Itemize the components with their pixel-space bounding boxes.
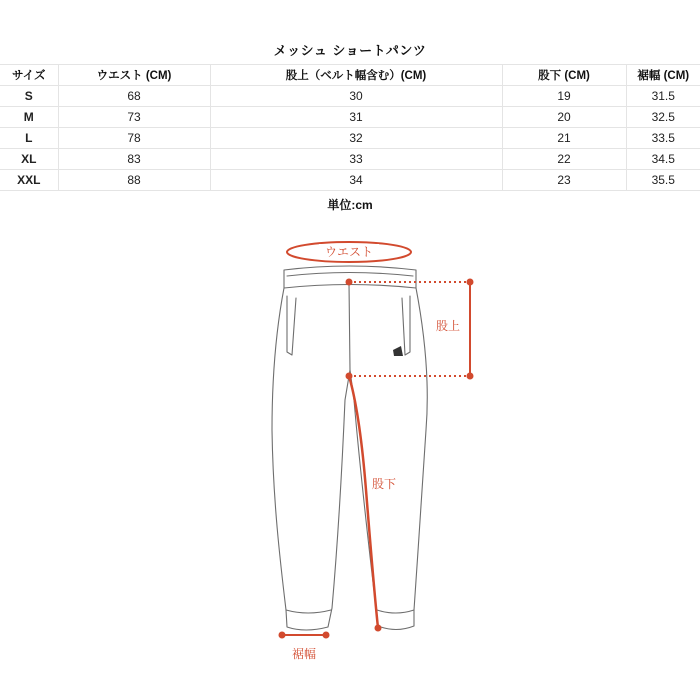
- center-seam: [349, 283, 350, 370]
- left-pocket: [287, 296, 296, 355]
- rise-label: 股上: [435, 319, 461, 333]
- inseam-cell: 19: [502, 86, 626, 107]
- inseam-end-dot: [375, 625, 382, 632]
- inseam-label: 股下: [372, 477, 397, 491]
- rise-cell: 34: [210, 170, 502, 191]
- rise-top-end-dot: [467, 279, 474, 286]
- header-inseam: 股下 (CM): [502, 65, 626, 86]
- size-cell: L: [0, 128, 58, 149]
- hem-label: 裾幅: [291, 647, 317, 661]
- hem-right-dot: [323, 632, 330, 639]
- right-cuff-seam: [377, 610, 414, 613]
- inseam-cell: 20: [502, 107, 626, 128]
- inseam-cell: 23: [502, 170, 626, 191]
- left-cuff-seam: [286, 610, 331, 613]
- rise-cell: 30: [210, 86, 502, 107]
- rise-cell: 32: [210, 128, 502, 149]
- inseam-cell: 21: [502, 128, 626, 149]
- hem-cell: 31.5: [626, 86, 700, 107]
- size-cell: M: [0, 107, 58, 128]
- header-waist: ウエスト (CM): [58, 65, 210, 86]
- pants-outline: [272, 266, 427, 630]
- hem-cell: 33.5: [626, 128, 700, 149]
- waist-label: ウエスト: [324, 245, 374, 259]
- size-cell: XL: [0, 149, 58, 170]
- rise-cell: 33: [210, 149, 502, 170]
- size-cell: S: [0, 86, 58, 107]
- hem-cell: 35.5: [626, 170, 700, 191]
- header-hem: 裾幅 (CM): [626, 65, 700, 86]
- waist-cell: 83: [58, 149, 210, 170]
- measurement-annotations: [279, 242, 474, 661]
- waist-cell: 88: [58, 170, 210, 191]
- right-pocket: [402, 296, 410, 355]
- waist-cell: 78: [58, 128, 210, 149]
- header-rise: 股上（ベルト幅含む）(CM): [210, 65, 502, 86]
- waist-cell: 73: [58, 107, 210, 128]
- hem-left-dot: [279, 632, 286, 639]
- rise-bottom-end-dot: [467, 373, 474, 380]
- logo-icon: [393, 346, 403, 356]
- rise-top-dot: [346, 279, 353, 286]
- inseam-cell: 22: [502, 149, 626, 170]
- hem-cell: 34.5: [626, 149, 700, 170]
- waist-cell: 68: [58, 86, 210, 107]
- size-cell: XXL: [0, 170, 58, 191]
- page-title: メッシュ ショートパンツ: [273, 44, 427, 59]
- waistband-seam: [287, 273, 413, 277]
- hem-cell: 32.5: [626, 107, 700, 128]
- unit-note: 単位:cm: [327, 198, 373, 212]
- header-size: サイズ: [0, 65, 58, 86]
- rise-cell: 31: [210, 107, 502, 128]
